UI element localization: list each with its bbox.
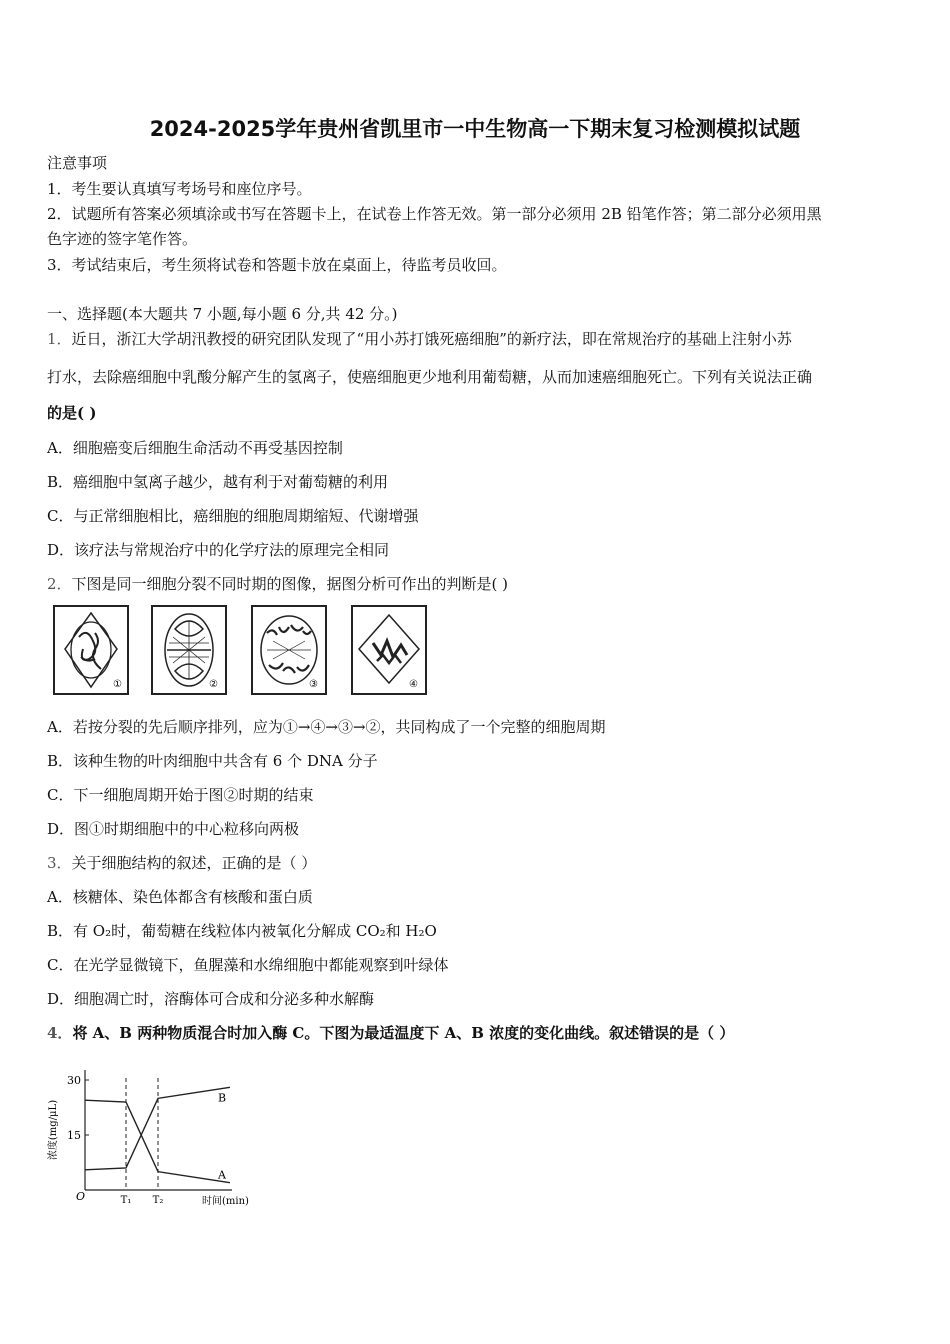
q3-option-d: D．细胞凋亡时，溶酶体可合成和分泌多种水解酶: [47, 990, 375, 1008]
q1-option-d: D．该疗法与常规治疗中的化学疗法的原理完全相同: [47, 541, 390, 559]
q3-number: 3．: [47, 854, 72, 872]
chart-series-label-a: A: [218, 1168, 226, 1182]
cell-image-2: [151, 605, 227, 695]
q3-option-b: B．有 O₂时，葡萄糖在线粒体内被氧化分解成 CO₂和 H₂O: [47, 922, 437, 940]
q2-option-b: B．该种生物的叶肉细胞中共含有 6 个 DNA 分子: [47, 752, 378, 770]
cell-division-figure: [53, 605, 433, 693]
chart-y-tick-label: 30: [67, 1074, 81, 1087]
concentration-chart: [42, 1058, 272, 1213]
cell-label-4: ④: [409, 679, 418, 690]
cell-image-3: [251, 605, 327, 695]
q1-option-c: C．与正常细胞相比，癌细胞的细胞周期缩短、代谢增强: [47, 507, 419, 525]
q4-line: [47, 1022, 734, 1043]
chart-y-tick-label: 15: [67, 1129, 81, 1142]
cell-label-1: ①: [113, 679, 122, 690]
q1-line-1: [47, 328, 792, 349]
q1-option-b: B．癌细胞中氢离子越少，越有利于对葡萄糖的利用: [47, 473, 389, 491]
chart-series-label-b: B: [218, 1091, 227, 1105]
chart-xlabel: 时间(min): [202, 1196, 249, 1207]
page-title: 2024-2025学年贵州省凯里市一中生物高一下期末复习检测模拟试题: [149, 117, 801, 141]
q2-option-a: A．若按分裂的先后顺序排列，应为①→④→③→②，共同构成了一个完整的细胞周期: [47, 718, 606, 736]
chart-ylabel: 浓度(mg/μL): [48, 1099, 59, 1161]
q4-number: 4．: [47, 1024, 73, 1042]
q3-line: [47, 852, 316, 873]
chart-origin-label: O: [76, 1190, 86, 1203]
notice-item-3: 3．考试结束后，考生须将试卷和答题卡放在桌面上，待监考员收回。: [47, 256, 507, 274]
q2-line: [47, 573, 508, 594]
section-heading: 一、选择题(本大题共 7 小题,每小题 6 分,共 42 分。): [47, 305, 398, 323]
q2-stem: 下图是同一细胞分裂不同时期的图像，据图分析可作出的判断是( ): [71, 575, 509, 593]
q1-stem-3: 的是( ): [47, 404, 97, 422]
chart-x-tick-label: T₂: [152, 1195, 164, 1206]
q2-number: 2．: [47, 575, 72, 593]
q1-stem-2: 打水，去除癌细胞中乳酸分解产生的氢离子，使癌细胞更少地利用葡萄糖，从而加速癌细胞死亡。下列有关说法正确: [47, 368, 813, 386]
q4-stem: 将 A、B 两种物质混合时加入酶 C。下图为最适温度下 A、B 浓度的变化曲线。叙述错误的是（ ）: [72, 1024, 735, 1042]
q1-option-a: A．细胞癌变后细胞生命活动不再受基因控制: [47, 439, 343, 457]
q3-stem: 关于细胞结构的叙述，正确的是（ ）: [71, 854, 317, 872]
cell-image-1: [53, 605, 129, 695]
cell-label-2: ②: [209, 679, 218, 690]
notice-item-2: 2．试题所有答案必须填涂或书写在答题卡上，在试卷上作答无效。第一部分必须用 2B 铅笔作答；第二部分必须用黑: [47, 205, 822, 223]
q1-stem-1: 近日，浙江大学胡汛教授的研究团队发现了“用小苏打饿死癌细胞”的新疗法，即在常规治疗的基础上注射小苏: [71, 330, 792, 348]
q2-option-c: C．下一细胞周期开始于图②时期的结束: [47, 786, 314, 804]
q1-number: 1．: [47, 330, 72, 348]
chart-svg: [42, 1058, 272, 1213]
cell-label-3: ③: [309, 679, 318, 690]
notice-heading: 注意事项: [47, 154, 108, 172]
notice-item-1: 1．考生要认真填写考场号和座位序号。: [47, 180, 312, 198]
notice-item-2-cont: 色字迹的签字笔作答。: [47, 230, 198, 248]
chart-x-tick-label: T₁: [120, 1195, 132, 1206]
q2-option-d: D．图①时期细胞中的中心粒移向两极: [47, 820, 300, 838]
q3-option-c: C．在光学显微镜下，鱼腥藻和水绵细胞中都能观察到叶绿体: [47, 956, 449, 974]
cell-image-4: [351, 605, 427, 695]
q3-option-a: A．核糖体、染色体都含有核酸和蛋白质: [47, 888, 313, 906]
